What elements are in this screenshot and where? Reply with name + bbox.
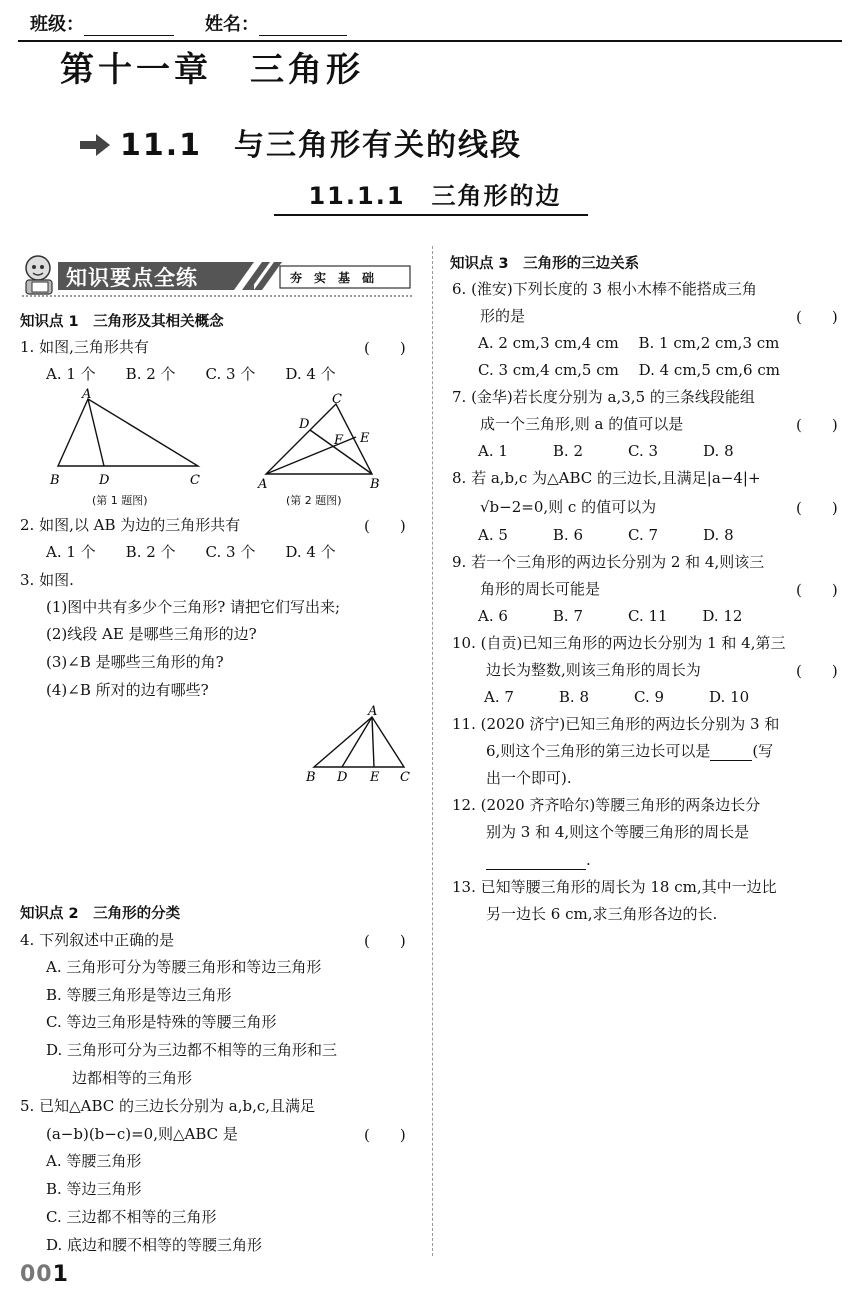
question-6-line-1: 6. (淮安)下列长度的 3 根小木棒不能搭成三角 (452, 280, 757, 298)
fig3-label-B: B (306, 770, 316, 785)
section-title (80, 120, 522, 164)
name-label: 姓名： (205, 14, 259, 35)
question-6-options-ab: A. 2 cm,3 cm,4 cm B. 1 cm,2 cm,3 cm (478, 334, 780, 352)
fig3-label-E: E (370, 770, 380, 785)
question-7-options: A. 1 B. 2 C. 3 D. 8 (478, 442, 734, 460)
question-8-options: A. 5 B. 6 C. 7 D. 8 (478, 526, 734, 544)
fig2-label-D: D (299, 417, 310, 432)
question-10-line-1: 10. (自贡)已知三角形的两边长分别为 1 和 4,第三 (452, 634, 786, 652)
question-12-line-3-tail: . (586, 851, 591, 869)
fig1-label-C: C (190, 473, 200, 488)
question-11-line-2 (486, 741, 773, 761)
class-label: 班级： (30, 14, 84, 35)
question-4-option-d-cont: 边都相等的三角形 (72, 1069, 193, 1087)
question-12-line-1: 12. (2020 齐齐哈尔)等腰三角形的两条边长分 (452, 796, 761, 814)
question-10-answer-paren[interactable]: ( ) (796, 662, 838, 680)
knowledge-point-3: 知识点 3 三角形的三边关系 (450, 256, 640, 272)
question-5-answer-paren[interactable]: ( ) (364, 1126, 406, 1144)
question-12-line-3 (486, 850, 591, 870)
figure-1-diagram (40, 388, 220, 500)
fig2-label-E: E (360, 431, 370, 446)
question-3-part-2: (2)线段 AE 是哪些三角形的边? (46, 625, 257, 643)
question-9-line-1: 9. 若一个三角形的两边长分别为 2 和 4,则该三 (452, 553, 765, 571)
chapter-title: 第十一章 三角形 (60, 50, 364, 90)
question-1-options: A. 1 个 B. 2 个 C. 3 个 D. 4 个 (46, 365, 336, 383)
question-3-part-1: (1)图中共有多少个三角形? 请把它们写出来; (46, 598, 341, 616)
subsection-title: 11.1.1 三角形的边 (308, 182, 562, 210)
question-4-option-d: D. 三角形可分为三边都不相等的三角形和三 (46, 1041, 338, 1059)
question-7-line-1: 7. (金华)若长度分别为 a,3,5 的三条线段能组 (452, 388, 755, 406)
question-3-part-3: (3)∠B 是哪些三角形的角? (46, 653, 224, 671)
fig3-label-D: D (337, 770, 348, 785)
fig1-label-D: D (99, 473, 110, 488)
name-field (205, 10, 347, 36)
question-11-line-3: 出一个即可). (486, 769, 572, 787)
class-field (30, 10, 174, 36)
question-3-stem: 3. 如图. (20, 571, 74, 589)
page-number-prefix: 00 (20, 1262, 53, 1287)
class-blank[interactable] (84, 17, 174, 36)
figure-2-diagram (252, 390, 392, 494)
knowledge-point-1: 知识点 1 三角形及其相关概念 (20, 314, 224, 330)
question-5-option-c: C. 三边都不相等的三角形 (46, 1208, 217, 1226)
question-6-options-cd: C. 3 cm,4 cm,5 cm D. 4 cm,5 cm,6 cm (478, 361, 780, 379)
question-5-option-b: B. 等边三角形 (46, 1180, 142, 1198)
question-4-option-c: C. 等边三角形是特殊的等腰三角形 (46, 1013, 277, 1031)
question-9-line-2: 角形的周长可能是 (480, 580, 601, 598)
page-number-digit: 1 (52, 1262, 69, 1287)
question-13-line-2: 另一边长 6 cm,求三角形各边的长. (486, 905, 718, 923)
question-4-option-b: B. 等腰三角形是等边三角形 (46, 986, 232, 1004)
fig3-label-A: A (368, 704, 378, 719)
question-10-options: A. 7 B. 8 C. 9 D. 10 (484, 688, 750, 706)
question-11-line-2-text: 6,则这个三角形的第三边长可以是 (486, 742, 711, 760)
fig1-label-B: B (50, 473, 60, 488)
question-4-option-a: A. 三角形可分为等腰三角形和等边三角形 (46, 958, 322, 976)
question-5-option-d: D. 底边和腰不相等的等腰三角形 (46, 1236, 263, 1254)
section-title-text: 11.1 与三角形有关的线段 (120, 128, 523, 163)
question-11-line-2-tail: (写 (752, 742, 774, 760)
question-9-options: A. 6 B. 7 C. 11 D. 12 (478, 607, 743, 625)
mascot-icon (18, 252, 62, 300)
arrow-right-icon (80, 129, 110, 164)
question-4-stem: 4. 下列叙述中正确的是 (20, 931, 175, 949)
question-5-stem: 5. 已知△ABC 的三边长分别为 a,b,c,且满足 (20, 1097, 316, 1115)
question-6-answer-paren[interactable]: ( ) (796, 308, 838, 326)
fig2-label-B: B (370, 477, 380, 492)
fig2-label-A: A (258, 477, 268, 492)
question-10-line-2: 边长为整数,则该三角形的周长为 (486, 661, 701, 679)
question-2-stem: 2. 如图,以 AB 为边的三角形共有 (20, 516, 241, 534)
question-8-answer-paren[interactable]: ( ) (796, 499, 838, 517)
question-2-options: A. 1 个 B. 2 个 C. 3 个 D. 4 个 (46, 543, 336, 561)
subsection-rule (274, 214, 588, 216)
figure-3-diagram (300, 703, 416, 787)
banner-title: 知识要点全练 (66, 266, 198, 290)
question-5-stem-cont: (a−b)(b−c)=0,则△ABC 是 (46, 1125, 238, 1143)
fig2-label-F: F (334, 433, 344, 448)
fig2-label-C: C (332, 392, 342, 407)
question-6-line-2: 形的是 (480, 307, 526, 325)
question-11-answer-blank[interactable] (710, 744, 752, 761)
page-number (20, 1262, 69, 1287)
question-12-answer-blank[interactable] (486, 853, 586, 870)
question-2-answer-paren[interactable]: ( ) (364, 517, 406, 535)
banner-tag: 夯 实 基 础 (290, 271, 375, 285)
figure-2-caption: (第 2 题图) (286, 494, 342, 507)
question-12-line-2: 别为 3 和 4,则这个等腰三角形的周长是 (486, 823, 750, 841)
knowledge-point-2: 知识点 2 三角形的分类 (20, 906, 181, 922)
question-5-option-a: A. 等腰三角形 (46, 1152, 142, 1170)
question-11-line-1: 11. (2020 济宁)已知三角形的两边长分别为 3 和 (452, 715, 780, 733)
question-7-line-2: 成一个三角形,则 a 的值可以是 (480, 415, 684, 433)
question-9-answer-paren[interactable]: ( ) (796, 581, 838, 599)
question-1-answer-paren[interactable]: ( ) (364, 339, 406, 357)
question-8-line-2: √b−2=0,则 c 的值可以为 (480, 498, 657, 516)
question-1-stem: 1. 如图,三角形共有 (20, 338, 149, 356)
name-blank[interactable] (259, 17, 347, 36)
fig3-label-C: C (400, 770, 410, 785)
column-divider (432, 246, 433, 1256)
figure-1-caption: (第 1 题图) (92, 494, 148, 507)
question-8-line-1: 8. 若 a,b,c 为△ABC 的三边长,且满足|a−4|+ (452, 469, 761, 487)
question-3-part-4: (4)∠B 所对的边有哪些? (46, 681, 209, 699)
fig1-label-A: A (82, 388, 92, 402)
question-13-line-1: 13. 已知等腰三角形的周长为 18 cm,其中一边比 (452, 878, 777, 896)
question-7-answer-paren[interactable]: ( ) (796, 416, 838, 434)
question-4-answer-paren[interactable]: ( ) (364, 932, 406, 950)
knowledge-banner (18, 252, 414, 298)
